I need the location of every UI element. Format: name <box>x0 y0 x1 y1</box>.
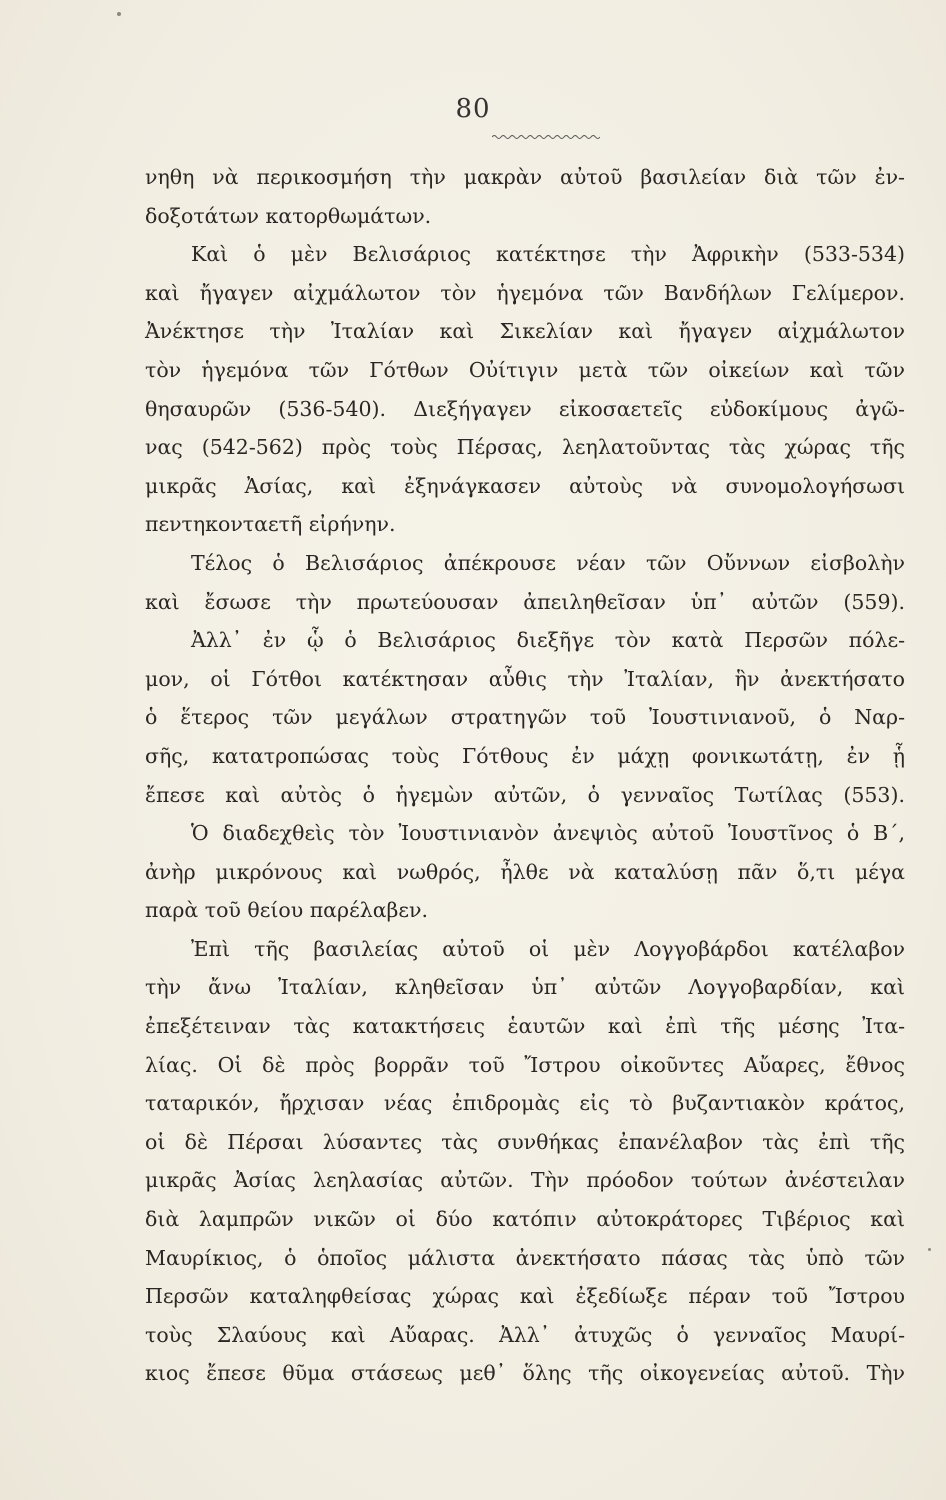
text-line: νας (542-562) πρὸς τοὺς Πέρσας, λεηλατοῦντας τὰς χώρας τῆς <box>145 435 905 460</box>
text-line: μικρᾶς Ἀσίας, καὶ ἐξηνάγκασεν αὐτοὺς νὰ συνομολογήσωσι <box>145 473 905 498</box>
text-line: Ἀλλ᾽ ἐν ᾧ ὁ Βελισάριος διεξῆγε τὸν κατὰ Περσῶν πόλε- <box>191 628 905 653</box>
text-line: παρὰ τοῦ θείου παρέλαβεν. <box>145 898 428 923</box>
text-line: δοξοτάτων κατορθωμάτων. <box>145 203 432 228</box>
text-line: κιος ἔπεσε θῦμα στάσεως μεθ᾽ ὅλης τῆς οἰκογενείας αὐτοῦ. Τὴν <box>145 1361 905 1386</box>
text-line: ἐπεξέτειναν τὰς κατακτήσεις ἑαυτῶν καὶ ἐπὶ τῆς μέσης Ἰτα- <box>145 1014 905 1039</box>
text-line: καὶ ἤγαγεν αἰχμάλωτον τὸν ἡγεμόνα τῶν Βανδήλων Γελίμερον. <box>145 280 905 305</box>
text-line: καὶ ἔσωσε τὴν πρωτεύουσαν ἀπειληθεῖσαν ὑπ᾽ αὐτῶν (559). <box>145 589 905 614</box>
text-line: σῆς, κατατροπώσας τοὺς Γότθους ἐν μάχῃ φονικωτάτῃ, ἐν ᾗ <box>145 743 905 768</box>
text-line: πεντηκονταετῆ εἰρήνην. <box>145 512 396 537</box>
text-line: Ὁ διαδεχθεὶς τὸν Ἰουστινιανὸν ἀνεψιὸς αὐτοῦ Ἰουστῖνος ὁ Β´, <box>191 821 905 846</box>
text-line: μικρᾶς Ἀσίας λεηλασίας αὐτῶν. Τὴν πρόοδον τούτων ἀνέστειλαν <box>145 1168 905 1193</box>
text-line: Περσῶν καταληφθείσας χώρας καὶ ἐξεδίωξε πέραν τοῦ Ἴστρου <box>145 1284 905 1309</box>
paper-speck <box>117 12 121 16</box>
text-line: Ἀνέκτησε τὴν Ἰταλίαν καὶ Σικελίαν καὶ ἤγαγεν αἰχμάλωτον <box>145 319 905 344</box>
text-line: τοὺς Σλαύους καὶ Αὔαρας. Ἀλλ᾽ ἀτυχῶς ὁ γενναῖος Μαυρί- <box>145 1322 905 1347</box>
paper-speck <box>928 1248 931 1251</box>
text-line: διὰ λαμπρῶν νικῶν οἱ δύο κατόπιν αὐτοκράτορες Τιβέριος καὶ <box>145 1207 905 1232</box>
text-line: Ἐπὶ τῆς βασιλείας αὐτοῦ οἱ μὲν Λογγοβάρδοι κατέλαβον <box>191 936 905 961</box>
text-line: Καὶ ὁ μὲν Βελισάριος κατέκτησε τὴν Ἀφρικὴν (533-534) <box>191 242 905 267</box>
text-line: λίας. Οἱ δὲ πρὸς βορρᾶν τοῦ Ἴστρου οἰκοῦντες Αὔαρες, ἔθνος <box>145 1052 905 1077</box>
text-line: ἔπεσε καὶ αὐτὸς ὁ ἡγεμὼν αὐτῶν, ὁ γενναῖος Τωτίλας (553). <box>145 782 905 807</box>
text-line: Μαυρίκιος, ὁ ὁποῖος μάλιστα ἀνεκτήσατο πάσας τὰς ὑπὸ τῶν <box>145 1245 905 1270</box>
text-line: ὁ ἕτερος τῶν μεγάλων στρατηγῶν τοῦ Ἰουστινιανοῦ, ὁ Ναρ- <box>145 705 905 730</box>
text-line: οἱ δὲ Πέρσαι λύσαντες τὰς συνθήκας ἐπανέλαβον τὰς ἐπὶ τῆς <box>145 1129 905 1154</box>
text-line: θησαυρῶν (536-540). Διεξήγαγεν εἰκοσαετεῖς εὐδοκίμους ἀγῶ- <box>145 396 905 421</box>
page-number: 80 <box>455 94 491 124</box>
text-line: τὴν ἄνω Ἰταλίαν, κληθεῖσαν ὑπ᾽ αὐτῶν Λογγοβαρδίαν, καὶ <box>145 975 905 1000</box>
text-line: τὸν ἡγεμόνα τῶν Γότθων Οὐίτιγιν μετὰ τῶν οἰκείων καὶ τῶν <box>145 357 905 382</box>
text-line: μον, οἱ Γότθοι κατέκτησαν αὖθις τὴν Ἰταλίαν, ἣν ἀνεκτήσατο <box>145 666 905 691</box>
body-text <box>145 158 905 1393</box>
text-line: Τέλος ὁ Βελισάριος ἀπέκρουσε νέαν τῶν Οὔννων εἰσβολὴν <box>191 550 905 575</box>
decorative-wavy-rule <box>492 134 600 140</box>
text-line: ἀνὴρ μικρόνους καὶ νωθρός, ἦλθε νὰ καταλύσῃ πᾶν ὅ,τι μέγα <box>145 859 905 884</box>
text-line: ταταρικόν, ἤρχισαν νέας ἐπιδρομὰς εἰς τὸ βυζαντιακὸν κράτος, <box>145 1091 905 1116</box>
text-line: νηθη νὰ περικοσμήση τὴν μακρὰν αὐτοῦ βασιλείαν διὰ τῶν ἐν- <box>145 165 905 189</box>
